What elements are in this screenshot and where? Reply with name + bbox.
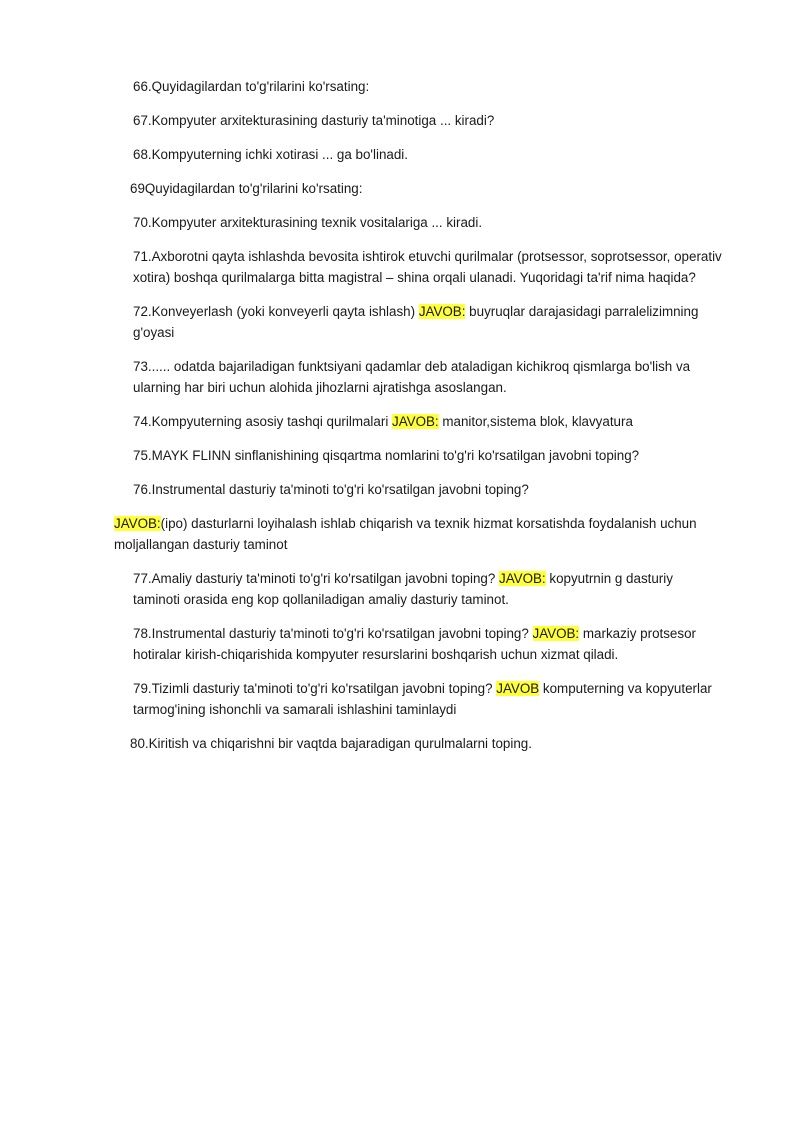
question-line: ularning har biri uchun alohida jihozlarni ajratishga asoslangan. [133,380,507,395]
question-text: 79.Tizimli dasturiy ta'minoti to'g'ri ko'rsatilgan javobni toping? [133,681,497,696]
question-line: taminoti orasida eng kop qollaniladigan amaliy dasturiy taminot. [133,592,509,607]
question-line: hotiralar kirish-chiqarishida kompyuter resurslarini boshqarish uchun xizmat qiladi. [133,647,619,662]
question-text: 77.Amaliy dasturiy ta'minoti to'g'ri ko'rsatilgan javobni toping? [133,571,500,586]
question-line: 68.Kompyuterning ichki xotirasi ... ga bo'linadi. [133,147,408,162]
answer-text: komputerning va kopyuterlar [539,681,712,696]
question-line [114,513,697,534]
question-item-q80 [130,733,532,754]
question-item-q68 [133,144,408,165]
question-line [133,568,673,589]
question-text: 72.Konveyerlash (yoki konveyerli qayta ishlash) [133,304,419,319]
question-text: 78.Instrumental dasturiy ta'minoti to'g'ri ko'rsatilgan javobni toping? [133,626,533,641]
answer-text: markaziy protsesor [579,626,696,641]
question-line: 69Quyidagilardan to'g'rilarini ko'rsating: [130,181,363,196]
question-line [133,623,696,644]
question-item-q71 [133,246,722,288]
answer-text: buyruqlar darajasidagi parralelizimning [465,304,699,319]
question-line: 67.Kompyuter arxitekturasining dasturiy ta'minotiga ... kiradi? [133,113,495,128]
question-item-q76 [133,479,529,500]
question-item-q74 [133,411,633,432]
answer-label: JAVOB: [499,571,546,586]
question-line: 70.Kompyuter arxitekturasining texnik vositalariga ... kiradi. [133,215,483,230]
question-line: xotira) boshqa qurilmalarga bitta magistral – shina orqali ulanadi. Yuqoridagi ta'rif nima haqida? [133,270,696,285]
question-line [133,301,698,322]
question-item-q66 [133,76,369,97]
question-item-q78 [133,623,696,665]
answer-label: JAVOB: [114,516,161,531]
question-item-q70 [133,212,482,233]
question-line: 73...... odatda bajariladigan funktsiyani qadamlar deb ataladigan kichikroq qismlarga bo'lish va [133,359,691,374]
answer-text: kopyutrnin g dasturiy [545,571,673,586]
answer-label: JAVOB [496,681,540,696]
question-line: 71.Axborotni qayta ishlashda bevosita ishtirok etuvchi qurilmalar (protsessor, soprotsessor, operativ [133,249,722,264]
question-item-q73 [133,356,690,398]
question-item-q69 [130,178,362,199]
answer-text: (ipo) dasturlarni loyihalash ishlab chiqarish va texnik hizmat korsatishda foydalanish uchun [160,516,697,531]
answer-label: JAVOB: [532,626,580,641]
question-line: moljallangan dasturiy taminot [114,537,288,552]
question-line: 80.Kiritish va chiqarishni bir vaqtda bajaradigan qurulmalarni toping. [130,736,532,751]
question-line: 76.Instrumental dasturiy ta'minoti to'g'ri ko'rsatilgan javobni toping? [133,482,529,497]
question-line [133,411,633,432]
question-line: 75.MAYK FLINN sinflanishining qisqartma nomlarini to'g'ri ko'rsatilgan javobni toping? [133,448,640,463]
question-item-q79 [133,678,712,720]
question-text: 74.Kompyuterning asosiy tashqi qurilmalari [133,414,393,429]
question-item-a76 [114,513,697,555]
answer-label: JAVOB: [418,304,466,319]
answer-text: manitor,sistema blok, klavyatura [438,414,633,429]
question-line: g'oyasi [133,325,175,340]
question-item-q67 [133,110,494,131]
question-line: 66.Quyidagilardan to'g'rilarini ko'rsating: [133,79,370,94]
answer-label: JAVOB: [392,414,439,429]
question-line [133,678,712,699]
question-item-q72 [133,301,698,343]
question-item-q75 [133,445,639,466]
question-line: tarmog'ining ishonchli va samarali ishlashini taminlaydi [133,702,457,717]
question-item-q77 [133,568,673,610]
